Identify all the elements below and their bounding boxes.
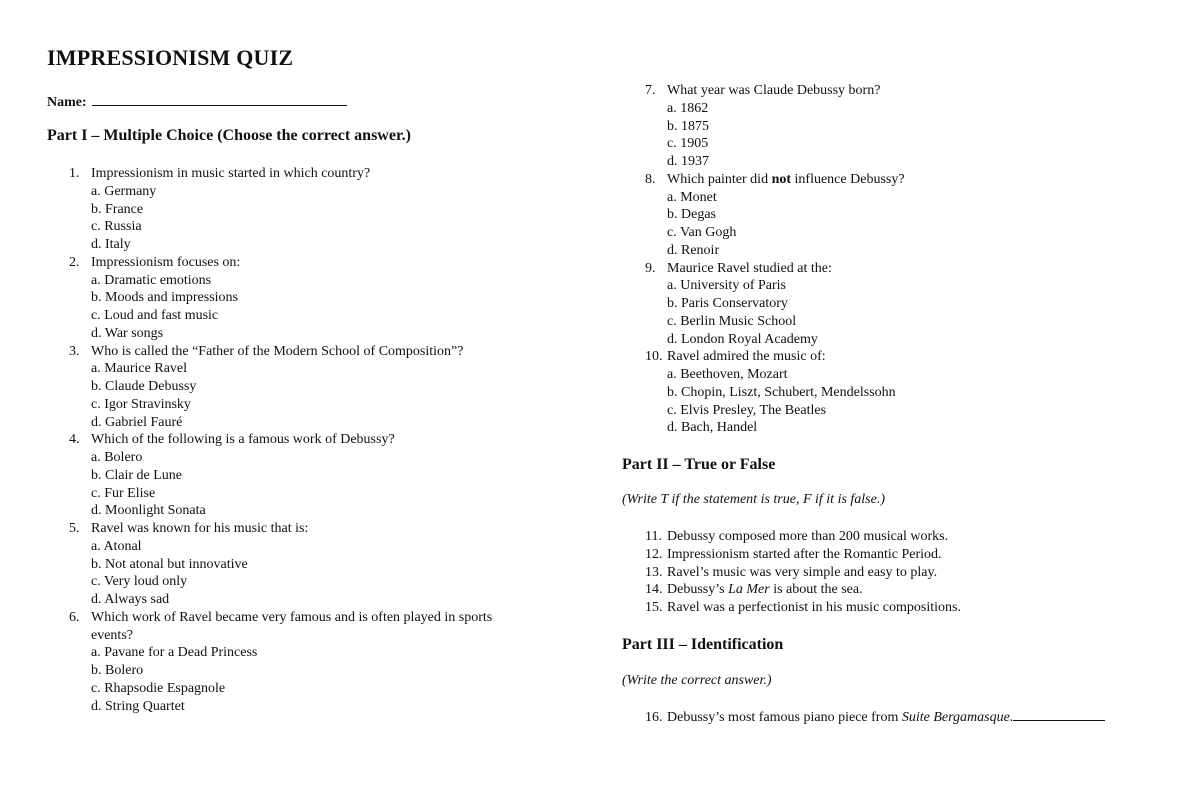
tf-item-15 <box>645 599 1165 617</box>
option-6b: b. Bolero <box>91 663 144 678</box>
option-6d: d. String Quartet <box>91 698 185 714</box>
question-2 <box>69 254 589 272</box>
item-title-italic: La Mer <box>728 582 770 598</box>
option-6a: a. Pavane for a Dead Princess <box>91 645 258 661</box>
option-9c: c. Berlin Music School <box>667 313 797 329</box>
left-column <box>69 165 589 715</box>
question-text: Which of the following is a famous work of Debussy? <box>91 432 395 448</box>
tf-item-13 <box>645 564 1165 582</box>
question-9 <box>645 260 1165 278</box>
part2-heading: Part II – True or False <box>622 456 776 473</box>
option-5c: c. Very loud only <box>91 574 188 590</box>
option-2a: a. Dramatic emotions <box>91 272 212 288</box>
item-text: Impressionism started after the Romantic Period. <box>667 546 942 562</box>
option-2b: b. Moods and impressions <box>91 290 238 306</box>
question-number: 9. <box>645 260 656 276</box>
question-number: 7. <box>645 83 656 98</box>
question-number: 3. <box>69 343 80 359</box>
option-4a: a. Bolero <box>91 450 143 465</box>
quiz-title: IMPRESSIONISM QUIZ <box>47 45 294 70</box>
option-5a: a. Atonal <box>91 538 142 554</box>
question-text: Impressionism focuses on: <box>91 254 241 270</box>
option-9b: b. Paris Conservatory <box>667 296 788 311</box>
question-text-emphasis: not <box>771 171 792 187</box>
item-number: 15. <box>645 600 663 615</box>
question-number: 1. <box>69 166 80 181</box>
question-text: Which work of Ravel became very famous and is often played in sports <box>91 609 493 625</box>
option-10b: b. Chopin, Liszt, Schubert, Mendelssohn <box>667 384 896 400</box>
question-number: 10. <box>645 349 663 365</box>
part2-instruction: (Write T if the statement is true, F if it is false.) <box>622 492 886 507</box>
item-text: Ravel’s music was very simple and easy to play. <box>667 564 938 580</box>
question-number: 6. <box>69 609 80 625</box>
question-text: What year was Claude Debussy born? <box>667 83 881 98</box>
item-text: Ravel was a perfectionist in his music compositions. <box>667 600 961 615</box>
true-false-list <box>645 528 1165 617</box>
part1-heading: Part I – Multiple Choice (Choose the correct answer.) <box>47 127 411 144</box>
item-number: 13. <box>645 564 663 580</box>
question-text: Ravel was known for his music that is: <box>91 521 309 536</box>
question-1 <box>69 165 589 183</box>
question-7 <box>645 82 1165 100</box>
item-number: 16. <box>645 710 663 725</box>
question-number: 2. <box>69 254 80 270</box>
option-10d: d. Bach, Handel <box>667 420 758 436</box>
option-3a: a. Maurice Ravel <box>91 361 188 377</box>
option-3b: b. Claude Debussy <box>91 379 197 394</box>
option-1b: b. France <box>91 201 144 217</box>
question-3 <box>69 343 589 361</box>
option-8b: b. Degas <box>667 207 716 223</box>
question-6-continued: events? <box>91 627 133 643</box>
tf-item-14 <box>645 581 1165 599</box>
option-2c: c. Loud and fast music <box>91 308 219 323</box>
question-text: Impressionism in music started in which country? <box>91 166 371 181</box>
item-number: 14. <box>645 582 663 598</box>
name-label: Name: <box>47 95 87 110</box>
option-1d: d. Italy <box>91 237 131 252</box>
option-1a: a. Germany <box>91 183 157 199</box>
option-3c: c. Igor Stravinsky <box>91 396 191 412</box>
question-10 <box>645 348 1165 366</box>
question-text-start: Which painter did <box>667 171 772 187</box>
option-7a: a. 1862 <box>667 100 709 116</box>
question-number: 8. <box>645 171 656 187</box>
question-text-end: influence Debussy? <box>791 171 905 187</box>
tf-item-11 <box>645 528 1165 546</box>
option-4b: b. Clair de Lune <box>91 467 182 483</box>
question-4 <box>69 431 589 449</box>
question-5 <box>69 520 589 538</box>
part3-instruction: (Write the correct answer.) <box>622 673 772 688</box>
answer-blank-line[interactable] <box>1013 708 1105 721</box>
option-4d: d. Moonlight Sonata <box>91 503 206 519</box>
question-number: 5. <box>69 521 80 536</box>
option-9a: a. University of Paris <box>667 278 786 294</box>
option-5b: b. Not atonal but innovative <box>91 556 248 572</box>
option-10c: c. Elvis Presley, The Beatles <box>667 402 827 418</box>
item-number: 11. <box>645 529 662 544</box>
option-7b: b. 1875 <box>667 118 709 134</box>
option-3d: d. Gabriel Fauré <box>91 414 183 430</box>
tf-item-12 <box>645 546 1165 564</box>
option-2d: d. War songs <box>91 325 164 341</box>
id-item-16 <box>645 708 1185 727</box>
question-number: 4. <box>69 432 80 448</box>
item-number: 12. <box>645 546 663 562</box>
question-text: Who is called the “Father of the Modern School of Composition”? <box>91 343 464 359</box>
option-7c: c. 1905 <box>667 136 709 152</box>
question-text: Maurice Ravel studied at the: <box>667 260 832 276</box>
option-8a: a. Monet <box>667 189 717 205</box>
item-title-italic: Suite Bergamasque. <box>901 710 1014 725</box>
option-10a: a. Beethoven, Mozart <box>667 367 788 382</box>
option-7d: d. 1937 <box>667 154 709 169</box>
item-text-start: Debussy’s most famous piano piece from <box>667 710 902 725</box>
option-6c: c. Rhapsodie Espagnole <box>91 680 226 696</box>
question-6 <box>69 609 589 627</box>
identification-list <box>645 708 1185 727</box>
option-5d: d. Always sad <box>91 592 170 607</box>
name-field <box>47 93 347 111</box>
right-column <box>645 82 1165 437</box>
option-1c: c. Russia <box>91 219 142 235</box>
question-text: Ravel admired the music of: <box>667 349 826 365</box>
name-blank-line[interactable] <box>92 93 347 106</box>
part3-heading: Part III – Identification <box>622 636 784 653</box>
option-8c: c. Van Gogh <box>667 225 737 240</box>
option-9d: d. London Royal Academy <box>667 331 818 347</box>
question-8 <box>645 171 1165 189</box>
option-4c: c. Fur Elise <box>91 485 156 501</box>
option-8d: d. Renoir <box>667 242 720 258</box>
item-text-end: is about the sea. <box>769 582 863 598</box>
item-text: Debussy composed more than 200 musical works. <box>667 529 949 544</box>
item-text-start: Debussy’s <box>667 582 729 598</box>
